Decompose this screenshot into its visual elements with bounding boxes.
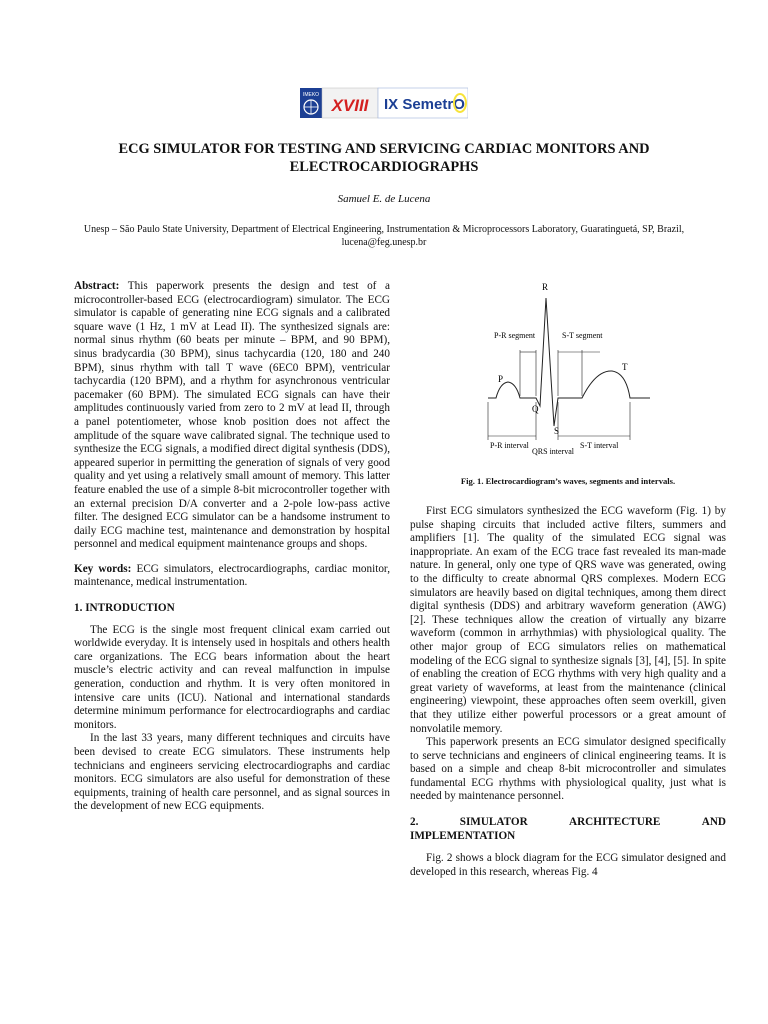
- section-heading-introduction: 1. INTRODUCTION: [74, 602, 175, 615]
- abstract-text: This paperwork presents the design and test of a microcontroller-based ECG (electrocardiogram) simulator. The ECG simulator is capable of generating nine ECG signals and a calibrated square wave (1 Hz, 1 mV at Lead II). The synthesized signals are: normal sinus rhythm (60 beats per minute – BPM, and 90 BPM), sinus bradycardia (30 BPM), sinus tachycardia (120, 180 and 240 BPM), sinus rhythm with tall T wave (6EC0 BPM), ventricular tachycardia (120 BPM), and a rhythm for asynchronous ventricular pacemaker (60 BPM). The simulated ECG signals can have their amplitudes continuously varied from zero to 2 mV at lead II, through a panel potentiometer, whose knob position does not affect the amplitude of the square wave calibrated signal. The technique used to synthesize the ECG signals, a modified direct digital synthesis (DDS), appeared superior in permitting the generation of signals of very good quality and yet using a relatively small amount of memory. This latter feature enabled the use of a simple 8-bit microcontroller together with an external precision D/A converter and a 2-pole low-pass active filter. The designed ECG simulator can be a handsome instrument to daily ECG machine test, maintenance and demonstration by hospital personnel and medical equipment maintenance groups and shops.: [74, 280, 390, 551]
- right-paragraph-2: This paperwork presents an ECG simulator designed specifically to serve technicians and engineers of clinical engineering teams. It is based on a simple and cheap 8-bit microcontroller and simulates fundamental ECG rhythms with physiological quality, just what is needed by maintenance personnel.: [410, 736, 726, 803]
- label-t: T: [622, 362, 628, 372]
- conference-logo: [300, 86, 468, 122]
- sec2-word-3: AND: [701, 816, 726, 829]
- paper-title: ECG SIMULATOR FOR TESTING AND SERVICING CARDIAC MONITORS AND ELECTROCARDIOGRAPHS: [118, 141, 650, 175]
- sec2-number: 2.: [410, 816, 419, 829]
- label-s: S: [554, 426, 560, 436]
- keywords: [74, 563, 390, 590]
- keywords-label: Key words:: [74, 562, 132, 575]
- affiliation: Unesp – São Paulo State University, Department of Electrical Engineering, Instrumentation & Microprocessors Laboratory, Guaratinguetá, SP, Brazil, lucena@feg.unesp.br: [83, 224, 685, 248]
- label-qrs-interval: QRS interval: [532, 447, 574, 456]
- label-pr-segment: P-R segment: [494, 331, 536, 340]
- intro-paragraph-2: In the last 33 years, many different techniques and circuits have been devised to create ECG simulators. These instruments help technicians and engineers servicing electrocardiographs and cardiac monitors. ECG simulators are also useful for demonstration of these equipments, training of health care personnel, and as signal sources in the development of new ECG equipments.: [74, 732, 390, 813]
- sec2-word-2: ARCHITECTURE: [569, 816, 661, 829]
- ecg-waveform-figure: [470, 278, 670, 468]
- label-st-segment: S-T segment: [562, 331, 603, 340]
- figure-1-caption: Fig. 1. Electrocardiogram’s waves, segments and intervals.: [460, 476, 676, 486]
- abstract-label: Abstract:: [74, 280, 120, 292]
- imeko-logo-text: IMEKO: [302, 92, 320, 98]
- semetro-logo-text: IX SemetrO: [384, 96, 465, 113]
- intro-paragraph-1: The ECG is the single most frequent clinical exam carried out worldwide everyday. It is intensely used in hospitals and others health care organizations. The ECG bears information about the heart muscle’s electric activity and can reveal malfunction in impulse generation, conduction and rhythm. It is very often monitored in intensive care units (ICU). National and international standards determine minimum performance for electrocardiographs and cardiac monitors.: [74, 623, 390, 731]
- right-column: [410, 505, 726, 879]
- congress-logo-text: XVIII: [331, 96, 369, 115]
- label-q: Q: [532, 404, 539, 414]
- right-paragraph-1: First ECG simulators synthesized the ECG waveform (Fig. 1) by pulse shaping circuits that included active filters, summers and amplifiers [1]. The quality of the simulated ECG signal was inappropriate. An exam of the ECG trace fast revealed its man-made nature. In general, only one type of QRS wave was generated, owing to the difficulty to create abnormal QRS complexes. Modern ECG simulators are heavily based on digital techniques, among them direct digital synthesis (DDS) and arbitrary waveform generation (AWG) [2]. These techniques allow the creation of virtually any bizarre waveform (common in arrhythmias) with physiological quality. The other major group of ECG simulators relies on mathematical modeling of the ECG signal to synthesize signals [3], [4], [5]. In spite of enabling the creation of ECG rhythms with very high quality and a great variety of waveforms, at least from the maintenance (clinical engineering) viewpoint, these approaches often seem overkill, given that they utilize either powerful processors or a great amount of nonvolatile memory.: [410, 505, 726, 735]
- label-st-interval: S-T interval: [580, 441, 619, 450]
- label-pr-interval: P-R interval: [490, 441, 529, 450]
- sec2-word-4: IMPLEMENTATION: [410, 829, 516, 842]
- abstract: [74, 280, 390, 552]
- sec2-word-1: SIMULATOR: [459, 816, 528, 829]
- author: Samuel E. de Lucena: [337, 193, 431, 205]
- label-r: R: [542, 282, 549, 292]
- right-paragraph-3: Fig. 2 shows a block diagram for the ECG simulator designed and developed in this research, whereas Fig. 4: [410, 852, 726, 878]
- left-column: [74, 280, 390, 814]
- label-p: P: [498, 374, 504, 384]
- keywords-text: ECG simulators, electrocardiographs, cardiac monitor, maintenance, medical instrumentation.: [74, 562, 390, 589]
- section-heading-architecture: [410, 816, 726, 830]
